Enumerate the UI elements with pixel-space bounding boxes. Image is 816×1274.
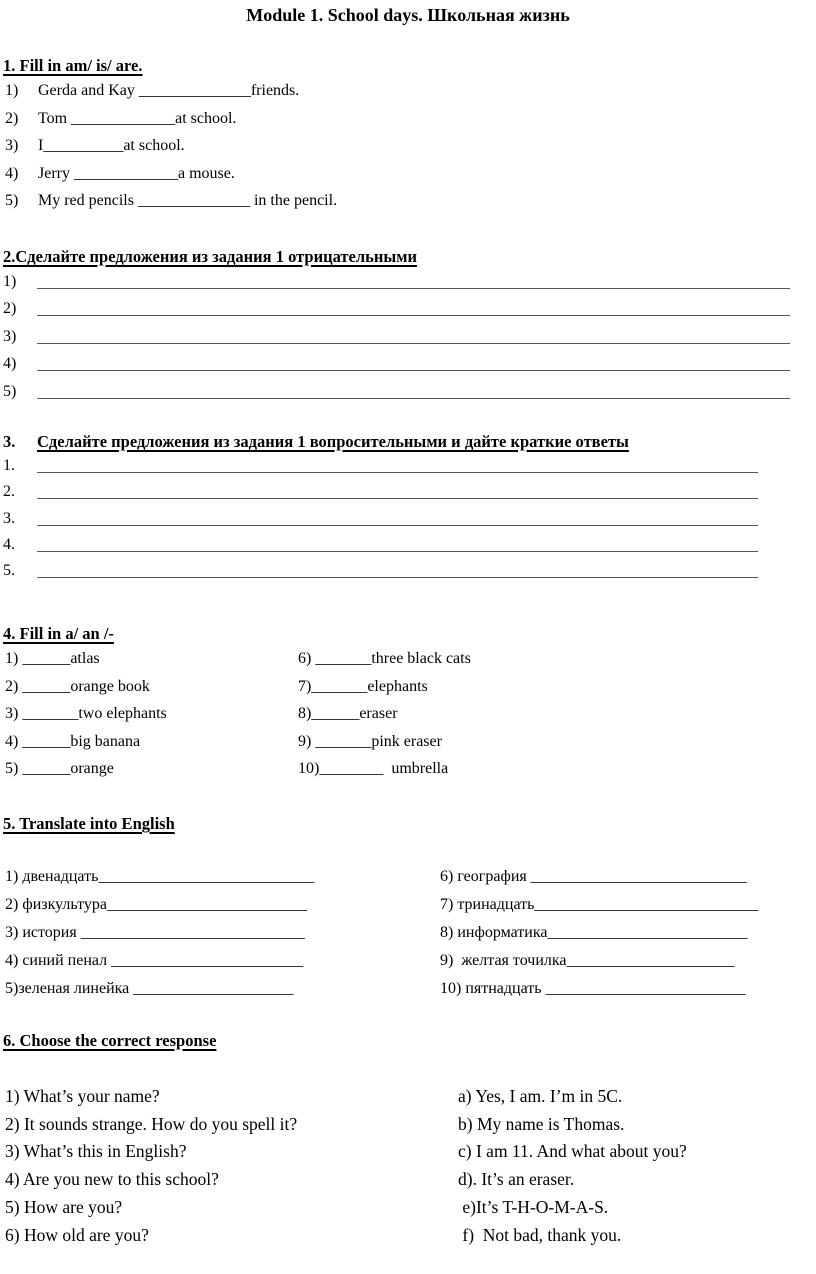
section-3-heading: [0, 431, 816, 453]
fill-in-item: 3) _______two elephants: [5, 705, 167, 723]
item-number: 1.: [3, 457, 15, 474]
question-item: 1) What’s your name?: [5, 1085, 160, 1106]
fill-in-item: 7)_______elephants: [298, 677, 428, 695]
item-number: 5.: [3, 562, 15, 580]
exercise-item-row: [0, 77, 816, 105]
fill-in-item: 6) _______three black cats: [298, 650, 471, 668]
response-item: e)It’s T-H-O-M-A-S.: [458, 1196, 609, 1217]
item-text: Tom _____________at school.: [38, 109, 237, 127]
section-3-heading-text: Сделайте предложения из задания 1 вопросительными и дайте краткие ответы: [37, 432, 629, 451]
translate-item: 2) физкультура_________________________: [5, 895, 307, 913]
answer-line-row: [0, 323, 816, 351]
item-text: My red pencils ______________ in the pencil.: [38, 192, 338, 209]
answer-blank-line: [37, 323, 790, 344]
section-4-left-column: [5, 645, 298, 783]
translate-item: 7) тринадцать____________________________: [440, 895, 759, 913]
fill-in-item: 4) ______big banana: [5, 732, 141, 750]
item-number: 2): [5, 109, 19, 127]
answer-line-row: [0, 558, 816, 584]
translate-item: 5)зеленая линейка ____________________: [5, 979, 294, 997]
answer-blank-line: [37, 532, 758, 552]
section-5-heading: 5. Translate into English: [3, 813, 175, 833]
section-6-columns: [0, 1083, 816, 1249]
section-4-heading: 4. Fill in a/ an /-: [3, 624, 114, 644]
item-number: 3): [5, 137, 19, 154]
exercise-item-row: [0, 132, 816, 160]
response-item: c) I am 11. And what about you?: [458, 1141, 687, 1162]
section-5: [0, 813, 816, 1003]
section-2-heading: 2.Сделайте предложения из задания 1 отрицательными: [3, 246, 417, 266]
exercise-item-row: [0, 160, 816, 188]
page-title: Module 1. School days. Школьная жизнь: [246, 5, 570, 25]
response-item: b) My name is Thomas.: [458, 1113, 625, 1134]
translate-item: 3) история ____________________________: [5, 923, 305, 941]
exercise-item-row: [0, 105, 816, 133]
translate-item: 1) двенадцать___________________________: [5, 867, 315, 885]
answer-line-row: [0, 295, 816, 323]
answer-blank-line: [37, 479, 758, 499]
answer-line-row: [0, 378, 816, 406]
fill-in-item: 2) ______orange book: [5, 677, 150, 695]
item-number: 2): [3, 300, 17, 317]
answer-line-row: [0, 350, 816, 378]
section-4-columns: [0, 645, 816, 783]
answer-blank-line: [37, 453, 758, 473]
question-item: 3) What’s this in English?: [5, 1141, 187, 1162]
section-6-responses-column: [458, 1083, 816, 1249]
question-item: 5) How are you?: [5, 1196, 123, 1217]
item-number: 3): [3, 327, 17, 345]
response-item: f) Not bad, thank you.: [458, 1224, 622, 1245]
item-number: 1): [5, 82, 19, 99]
answer-line-row: [0, 268, 816, 296]
section-6-questions-column: [5, 1083, 458, 1249]
item-text: Jerry _____________a mouse.: [38, 164, 235, 182]
item-number: 1): [3, 272, 17, 290]
fill-in-item: 9) _______pink eraser: [298, 732, 442, 750]
item-text: Gerda and Kay ______________friends.: [38, 82, 300, 99]
answer-line-row: [0, 532, 816, 558]
item-number: 4.: [3, 535, 15, 553]
answer-line-row: [0, 506, 816, 532]
translate-item: 9) желтая точилка_____________________: [440, 951, 735, 969]
section-6-heading: 6. Choose the correct response: [3, 1030, 217, 1050]
answer-blank-line: [37, 558, 758, 578]
fill-in-item: 5) ______orange: [5, 760, 114, 778]
translate-item: 10) пятнадцать _________________________: [440, 979, 746, 997]
item-number: 4): [3, 355, 17, 372]
question-item: 2) It sounds strange. How do you spell it?: [5, 1113, 298, 1134]
answer-blank-line: [37, 295, 790, 316]
answer-blank-line: [37, 350, 790, 371]
response-item: a) Yes, I am. I’m in 5C.: [458, 1085, 623, 1106]
question-item: 6) How old are you?: [5, 1224, 149, 1245]
translate-item: 8) информатика_________________________: [440, 923, 748, 941]
section-4-right-column: [298, 645, 816, 783]
section-5-columns: [0, 863, 816, 1003]
item-number: 4): [5, 164, 19, 182]
section-5-left-column: [5, 863, 440, 1003]
section-3-heading-number: 3.: [3, 432, 16, 451]
response-item: d). It’s an eraser.: [458, 1169, 575, 1190]
exercise-item-row: [0, 187, 816, 215]
answer-blank-line: [37, 506, 758, 526]
question-item: 4) Are you new to this school?: [5, 1169, 219, 1190]
item-number: 2.: [3, 483, 15, 501]
section-1: [0, 55, 816, 215]
section-1-heading: 1. Fill in am/ is/ are.: [3, 56, 143, 75]
item-text: I__________at school.: [38, 137, 185, 154]
translate-item: 4) синий пенал ________________________: [5, 951, 304, 969]
answer-line-row: [0, 453, 816, 479]
answer-blank-line: [37, 378, 790, 399]
section-3: [0, 431, 816, 584]
item-number: 5): [5, 192, 19, 209]
translate-item: 6) география ___________________________: [440, 867, 747, 885]
answer-line-row: [0, 479, 816, 505]
fill-in-item: 10)________ umbrella: [298, 760, 449, 778]
item-number: 5): [3, 382, 17, 400]
section-2: [0, 246, 816, 406]
section-4: [0, 623, 816, 783]
item-number: 3.: [3, 509, 15, 527]
section-6: [0, 1030, 816, 1249]
answer-blank-line: [37, 268, 790, 289]
fill-in-item: 1) ______atlas: [5, 650, 100, 668]
section-5-right-column: [440, 863, 816, 1003]
fill-in-item: 8)______eraser: [298, 705, 398, 723]
